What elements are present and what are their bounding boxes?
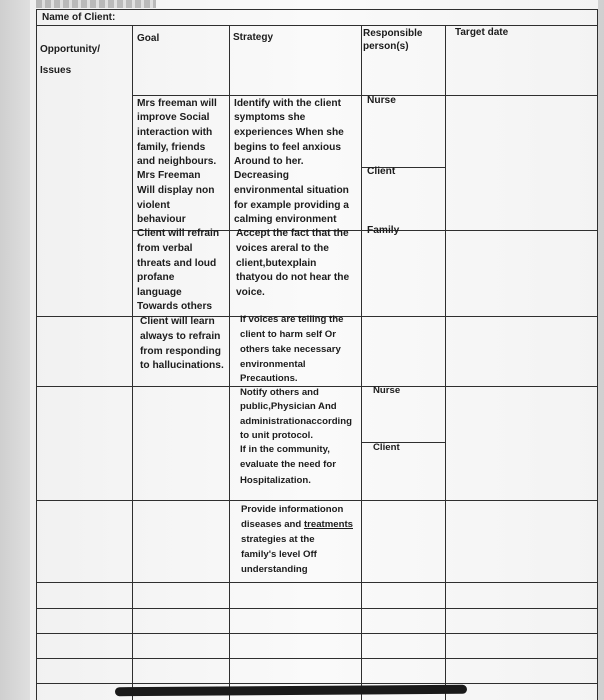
goal-text-line: threats and loud (137, 258, 217, 269)
goal-text-line: Towards others (137, 301, 213, 312)
table-column-divider (132, 25, 133, 700)
strategy-text-line: Notify others and (240, 387, 319, 398)
table-row-divider (132, 95, 598, 96)
strategy-text-line: experiences When she (234, 127, 344, 138)
strategy-text-line: If in the community, (240, 444, 330, 455)
strategy-text-line: to unit protocol. (240, 430, 314, 441)
strategy-text-line: Precautions. (240, 373, 298, 384)
strategy-text-line: client to harm self Or (240, 329, 336, 340)
issues-header: Issues (40, 65, 72, 76)
strategy-text-underlined: treatments (303, 519, 353, 530)
strategy-text-line: others take necessary (240, 344, 341, 355)
goal-text-line: from responding (140, 346, 221, 357)
table-border-top (36, 9, 598, 10)
strategy-text-line: Provide informationon (241, 504, 344, 515)
goal-text-line: Mrs freeman will (137, 98, 217, 109)
strategy-text-line: Hospitalization. (240, 475, 311, 486)
strategy-text-line: Identify with the client (234, 98, 341, 109)
goal-text-line: profane (137, 272, 175, 283)
table-row-divider (36, 25, 598, 26)
strategy-text-line: If voices are telling the (240, 314, 344, 325)
responsible-header-line2: person(s) (363, 41, 409, 52)
table-row-divider (36, 633, 598, 634)
goal-text-line: interaction with (137, 127, 213, 138)
goal-text-line: always to refrain (140, 331, 221, 342)
responsible-person: Client (367, 166, 396, 177)
responsible-person: Nurse (373, 385, 401, 396)
table-row-divider (36, 658, 598, 659)
strategy-text-line: family's level Off (241, 549, 317, 560)
strategy-text-line: calming environment (234, 214, 337, 225)
goal-text-line: language (137, 287, 182, 298)
goal-text-line: Mrs Freeman (137, 170, 201, 181)
goal-text-line: and neighbours. (137, 156, 217, 167)
strategy-text-line: evaluate the need for (240, 459, 336, 470)
strategy-text-line: Decreasing (234, 170, 289, 181)
strategy-text-line: for example providing a (234, 200, 349, 211)
strategy-text-line: voices areral to the (236, 243, 329, 254)
strategy-text-segment: diseases and (241, 519, 304, 530)
table-border-right (597, 9, 598, 700)
goal-text-line: improve Social (137, 112, 210, 123)
strategy-text-line: begins to feel anxious (234, 142, 341, 153)
table-border-left (36, 9, 37, 700)
target-date-header: Target date (455, 27, 509, 38)
goal-header: Goal (137, 33, 160, 44)
table-row-divider (36, 500, 598, 501)
table-column-divider (361, 25, 362, 700)
strategy-text-line: environmental situation (234, 185, 349, 196)
client-name-label: Name of Client: (42, 12, 116, 23)
strategy-text-line: strategies at the (241, 534, 315, 545)
table-column-divider (445, 25, 446, 700)
header-strip (36, 0, 156, 8)
strategy-text-line: Around to her. (234, 156, 304, 167)
responsible-person: Client (373, 442, 400, 453)
strategy-text-line: Accept the fact that the (236, 228, 349, 239)
strategy-text-line: understanding (241, 564, 308, 575)
table-row-divider (36, 683, 598, 684)
table-row-divider (36, 582, 598, 583)
strategy-header: Strategy (233, 32, 274, 43)
goal-text-line: Client will learn (140, 316, 215, 327)
strategy-text-line: thatyou do not hear the (236, 272, 350, 283)
responsible-person: Family (367, 225, 400, 236)
strategy-text-line: client,butexplain (236, 258, 317, 269)
opportunity-header: Opportunity/ (40, 44, 100, 55)
goal-text-line: to hallucinations. (140, 360, 224, 371)
table-row-divider (36, 608, 598, 609)
strategy-text-line: administrationaccording (240, 416, 352, 427)
table-column-divider (229, 25, 230, 700)
goal-text-line: violent (137, 200, 170, 211)
goal-text-line: behaviour (137, 214, 186, 225)
goal-text-line: Client will refrain (137, 228, 220, 239)
strategy-text-line: symptoms she (234, 112, 306, 123)
strategy-text-line: voice. (236, 287, 265, 298)
goal-text-line: Will display non (137, 185, 215, 196)
goal-text-line: from verbal (137, 243, 193, 254)
responsible-person: Nurse (367, 95, 396, 106)
responsible-header: Responsible (363, 28, 423, 39)
strategy-text-line: public,Physician And (240, 401, 337, 412)
strategy-text-line (241, 518, 353, 533)
goal-text-line: family, friends (137, 142, 206, 153)
strategy-text-line: environmental (240, 359, 306, 370)
